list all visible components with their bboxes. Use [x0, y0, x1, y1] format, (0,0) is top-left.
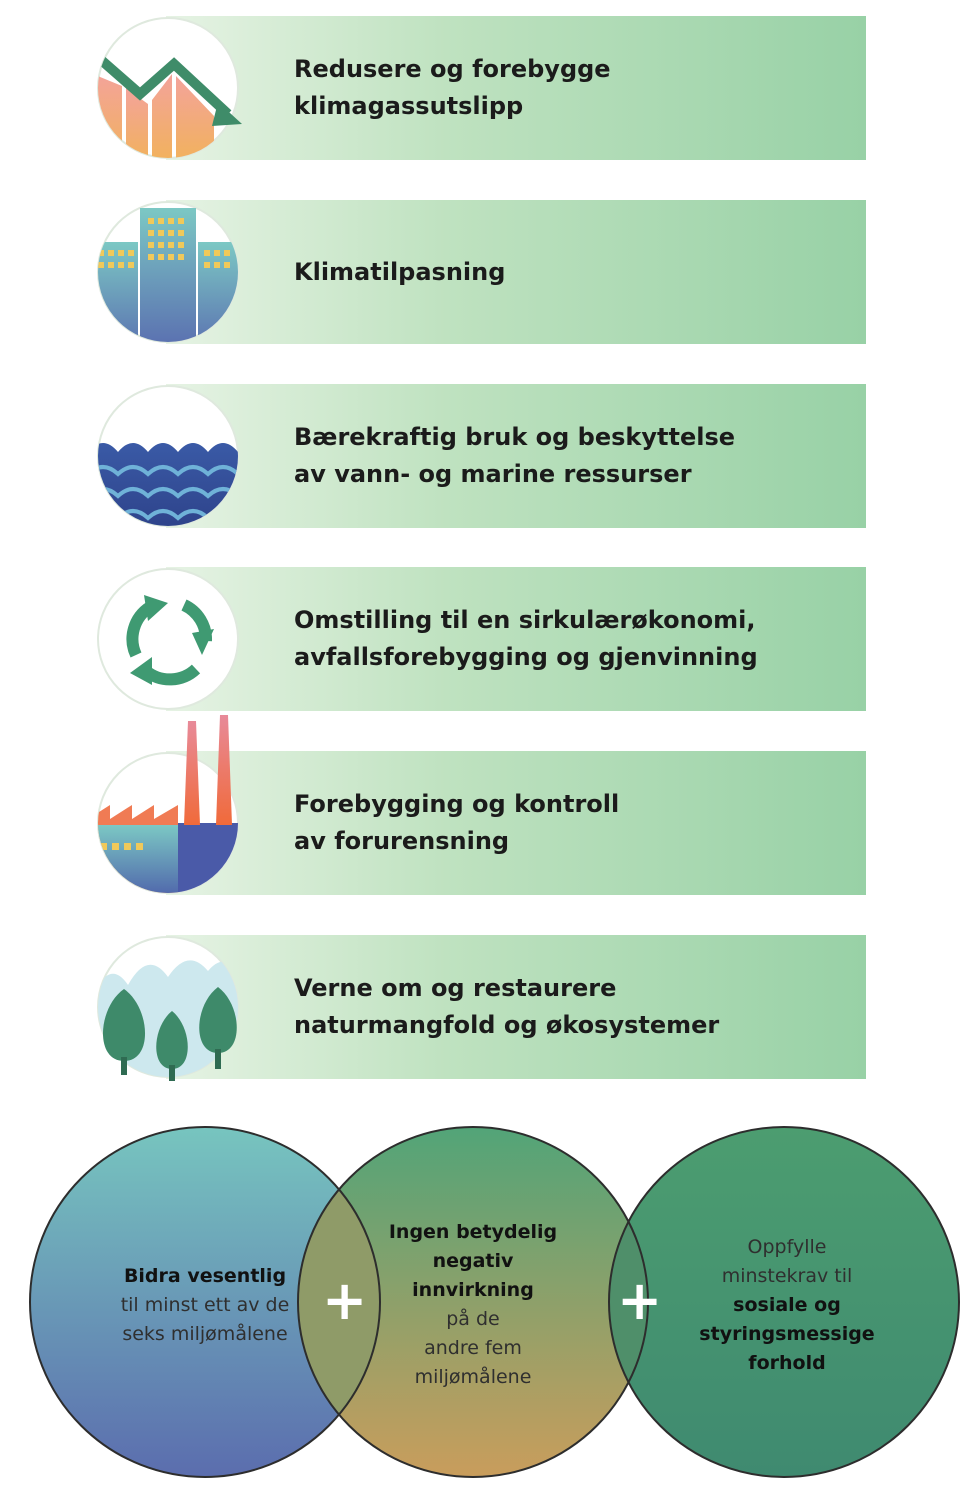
venn-right-line: Oppfylle: [747, 1236, 827, 1258]
venn-right-bold: sosiale og: [733, 1294, 841, 1316]
goal-row: [88, 567, 866, 711]
venn-middle-text: [336, 1218, 610, 1392]
goal-title-line2: klimagassutslipp: [294, 92, 524, 120]
forest-icon: [88, 933, 248, 1081]
goal-title-line1: Redusere og forebygge: [294, 55, 611, 83]
venn-middle-line: på de: [446, 1308, 500, 1330]
venn-left-text: [40, 1262, 370, 1349]
goal-text: [294, 200, 854, 344]
venn-left-line: til minst ett av de: [120, 1294, 290, 1316]
goal-title-line2: naturmangfold og økosystemer: [294, 1011, 720, 1039]
venn-right-line: minstekrav til: [721, 1265, 853, 1287]
goal-title-line2: av vann- og marine ressurser: [294, 460, 692, 488]
venn-right-bold: styringsmessige: [699, 1323, 875, 1345]
venn-middle-bold: negativ: [432, 1250, 514, 1272]
venn-middle-bold: Ingen betydelig: [388, 1221, 558, 1243]
venn-left-line: seks miljømålene: [122, 1323, 288, 1345]
goal-row: [88, 751, 866, 895]
waves-icon: [88, 382, 248, 530]
factory-icon: [88, 749, 248, 897]
plus-icon: +: [322, 1269, 368, 1332]
goal-text: [294, 567, 854, 711]
venn-right-text: [662, 1233, 912, 1378]
goal-text: [294, 384, 854, 528]
venn-middle-line: andre fem: [424, 1337, 522, 1359]
goal-title-line1: Klimatilpasning: [294, 257, 506, 286]
goal-title-line2: avfallsforebygging og gjenvinning: [294, 643, 758, 671]
venn-right-bold: forhold: [748, 1352, 826, 1374]
buildings-icon: [88, 198, 248, 346]
goal-title-line1: Omstilling til en sirkulærøkonomi,: [294, 606, 756, 634]
goal-text: [294, 16, 854, 160]
goal-title-line1: Forebygging og kontroll: [294, 790, 620, 818]
goal-row: [88, 200, 866, 344]
plus-icon: +: [617, 1269, 663, 1332]
venn-middle-bold: innvirkning: [412, 1279, 534, 1301]
declining-emissions-icon: [88, 14, 248, 162]
goal-row: [88, 384, 866, 528]
goal-title-line1: Bærekraftig bruk og beskyttelse: [294, 423, 736, 451]
venn-middle-line: miljømålene: [414, 1366, 532, 1388]
goal-text: [294, 751, 854, 895]
goal-text: [294, 935, 854, 1079]
goal-row: [88, 16, 866, 160]
goal-row: [88, 935, 866, 1079]
venn-left-bold: Bidra vesentlig: [123, 1265, 287, 1287]
goal-title-line1: Verne om og restaurere: [294, 974, 617, 1002]
recycle-icon: [88, 565, 248, 713]
goal-title-line2: av forurensning: [294, 827, 510, 855]
